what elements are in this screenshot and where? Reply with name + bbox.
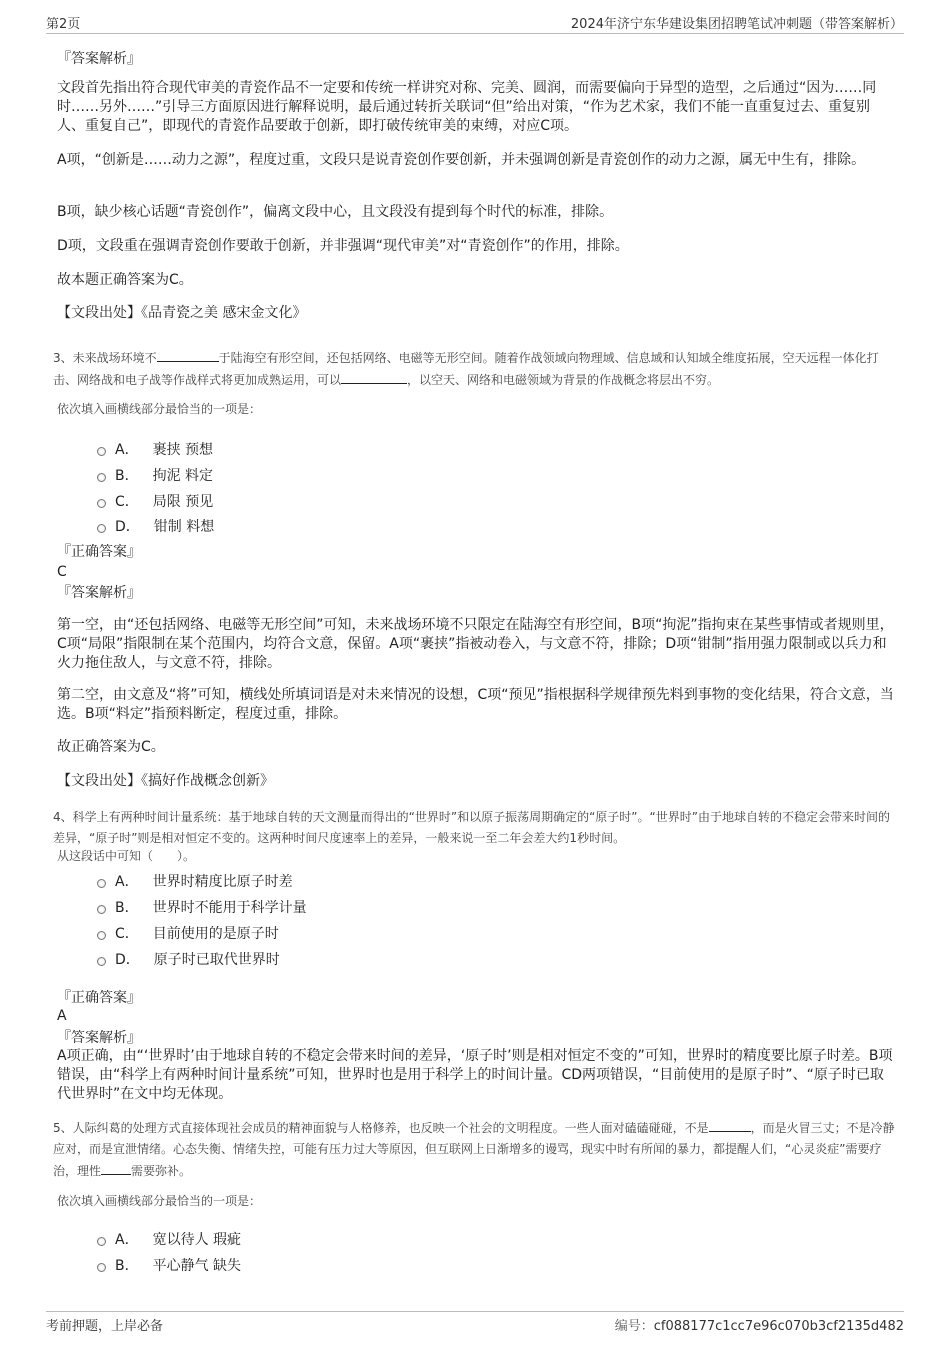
correct-answer: C [57,564,67,580]
option-a[interactable] [97,871,293,891]
fill-blank [709,1117,751,1132]
footer-divider [46,1311,904,1312]
analysis-label: 『答案解析』 [57,585,141,601]
option-d[interactable] [97,949,280,969]
question-prompt: 依次填入画横线部分最恰当的一项是： [57,402,262,416]
stem-text: 需要弥补。 [131,1164,192,1178]
correct-answer-label: 『正确答案』 [57,990,141,1006]
option-letter: B． [115,468,139,484]
code-label: 编号： [614,1319,654,1334]
stem-text: 于陆海空有形空间，还包括网络、电磁等无形空间。随着作战领域向物理域、信息域和认知域全维度拓展，空天远程一体化打击、网络战和电子战等作战样式将更加成熟运用，可以 [53,351,879,387]
option-text: 世界时不能用于科学计量 [152,900,307,916]
source-citation: 【文段出处】《搞好作战概念创新》 [57,773,274,789]
option-b[interactable] [97,1255,241,1275]
radio-icon[interactable] [97,957,106,966]
code-value: cf088177c1cc7e96c070b3cf2135d482 [653,1319,904,1334]
fill-blank [341,369,407,384]
analysis-paragraph: D项，文段重在强调青瓷创作要敢于创新，并非强调“现代审美”对“青瓷创作”的作用，排除。 [57,238,629,254]
radio-icon[interactable] [97,931,106,940]
radio-icon[interactable] [97,499,106,508]
option-letter: A． [115,442,139,458]
source-citation: 【文段出处】《品青瓷之美 感宋金文化》 [57,305,307,321]
analysis-paragraph: A项，“创新是……动力之源”，程度过重，文段只是说青瓷创作要创新，并未强调创新是青瓷创作的动力之源，属无中生有，排除。 [57,152,866,168]
option-letter: A． [115,874,139,890]
correct-answer-label: 『正确答案』 [57,544,141,560]
option-b[interactable] [97,897,307,917]
question-stem [53,347,898,391]
radio-icon[interactable] [97,905,106,914]
option-text: 平心静气 缺失 [152,1258,242,1274]
analysis-label: 『答案解析』 [57,51,141,67]
option-letter: D． [115,952,140,968]
page-number: 第2页 [46,17,81,32]
radio-icon[interactable] [97,1263,106,1272]
analysis-paragraph: B项，缺少核心话题“青瓷创作”，偏离文段中心，且文段没有提到每个时代的标准，排除。 [57,204,614,220]
question-stem [53,1117,898,1182]
option-a[interactable] [97,439,213,459]
option-letter: B． [115,900,139,916]
option-text: 局限 预见 [152,494,214,510]
stem-text: 3、未来战场环境不 [53,351,157,365]
option-text: 裹挟 预想 [152,442,214,458]
option-text: 世界时精度比原子时差 [152,874,293,890]
option-c[interactable] [97,923,279,943]
question-prompt: 从这段话中可知（ ）。 [57,849,196,863]
answer-statement: 故本题正确答案为C。 [57,272,193,288]
option-text: 钳制 料想 [153,519,215,535]
answer-statement: 故正确答案为C。 [57,739,165,755]
stem-text: 5、人际纠葛的处理方式直接体现社会成员的精神面貌与人格修养，也反映一个社会的文明程度。一些人面对磕磕碰碰，不是 [53,1121,709,1135]
fill-blank [157,347,219,362]
radio-icon[interactable] [97,1237,106,1246]
analysis-label: 『答案解析』 [57,1030,141,1046]
stem-text: ，而是火冒三丈；不是冷静应对，而是宣泄情绪。心态失衡、情绪失控，可能有压力过大等原因，但互联网上日渐增多的谩骂，现实中时有所闻的暴力，都提醒人们，“心灵炎症”需要疗治，理性 [53,1121,895,1178]
option-letter: B． [115,1258,139,1274]
option-text: 拘泥 料定 [152,468,214,484]
analysis-paragraph: 第一空，由“还包括网络、电磁等无形空间”可知，未来战场环境不只限定在陆海空有形空间，B项“拘泥”指拘束在某些事情或者规则里，C项“局限”指限制在某个范围内，均符合文意，保留。A项“裹挟”指被动卷入，与文意不符，排除；D项“钳制”指用强力限制或以兵力和火力拖住敌人，与文意不符，排除。 [57,617,894,671]
radio-icon[interactable] [97,473,106,482]
option-letter: C． [115,494,139,510]
radio-icon[interactable] [97,447,106,456]
option-letter: A． [115,1232,139,1248]
option-text: 宽以待人 瑕疵 [152,1232,242,1248]
option-letter: C． [115,926,139,942]
question-prompt: 依次填入画横线部分最恰当的一项是： [57,1194,262,1208]
footer-code [615,1315,904,1334]
option-a[interactable] [97,1229,241,1249]
correct-answer: A [57,1008,67,1024]
stem-text: ，以空天、网络和电磁领域为背景的作战概念将层出不穷。 [407,373,720,387]
fill-blank [101,1160,131,1175]
radio-icon[interactable] [97,879,106,888]
option-text: 原子时已取代世界时 [153,952,280,968]
option-letter: D． [115,519,140,535]
question-stem: 4、科学上有两种时间计量系统：基于地球自转的天文测量而得出的“世界时”和以原子振荡周期确定的“原子时”。“世界时”由于地球自转的不稳定会带来时间的差异，“原子时”则是相对恒定不变的。这两种时间尺度速率上的差异，一般来说一至二年会差大约1秒时间。 [53,810,890,845]
option-text: 目前使用的是原子时 [152,926,279,942]
footer-slogan: 考前押题，上岸必备 [46,1319,164,1334]
radio-icon[interactable] [97,524,106,533]
analysis-paragraph: 文段首先指出符合现代审美的青瓷作品不一定要和传统一样讲究对称、完美、圆润，而需要偏向于异型的造型，之后通过“因为……同时……另外……”引导三方面原因进行解释说明，最后通过转折关联词“但”给出对策，“作为艺术家，我们不能一直重复过去、重复别人、重复自己”，即现代的青瓷作品要敢于创新，即打破传统审美的束缚，对应C项。 [57,80,877,134]
option-d[interactable] [97,516,214,536]
option-c[interactable] [97,491,213,511]
analysis-paragraph: A项正确，由“‘世界时’由于地球自转的不稳定会带来时间的差异，‘原子时’则是相对恒定不变的”可知，世界时的精度要比原子时差。B项错误，由“科学上有两种时间计量系统”可知，世界时也是用于科学上的时间计量。CD两项错误，“目前使用的是原子时”、“原子时已取代世界时”在文中均无体现。 [57,1048,893,1102]
header-divider [46,33,904,34]
analysis-paragraph: 第二空，由文意及“将”可知，横线处所填词语是对未来情况的设想，C项“预见”指根据科学规律预先料到事物的变化结果，符合文意，当选。B项“料定”指预料断定，程度过重，排除。 [57,687,894,722]
document-title: 2024年济宁东华建设集团招聘笔试冲刺题（带答案解析） [570,17,903,32]
option-b[interactable] [97,465,213,485]
